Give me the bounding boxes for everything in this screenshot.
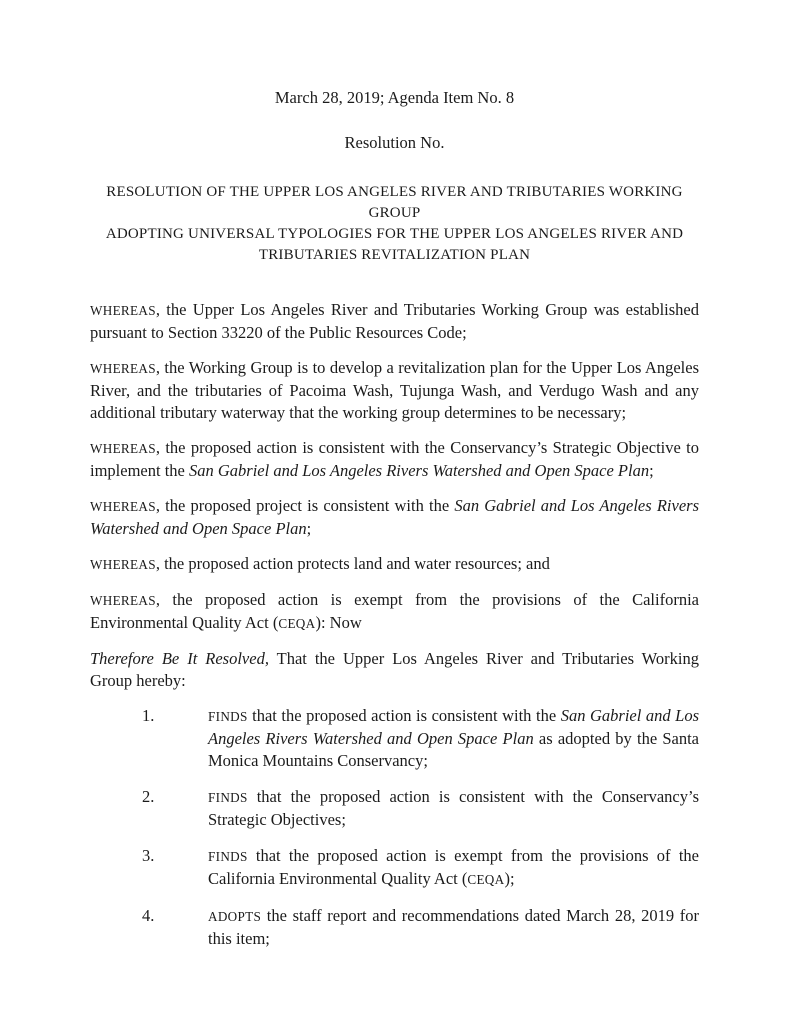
paragraph-whereas-3: WHEREAS, the proposed action is consistent with the Conservancy’s Strategic Objective to implement the San Gabriel and Los Angeles Rivers Watershed and Open Space Plan; <box>90 438 699 480</box>
list-item-3-text: FINDS that the proposed action is exempt from the provisions of the California Environmental Quality Act (CEQA); <box>208 846 699 888</box>
paragraph-therefore-resolved: Therefore Be It Resolved, That the Upper Los Angeles River and Tributaries Working Group hereby: <box>90 649 700 690</box>
list-item-4-number: 4. <box>142 906 155 925</box>
document-title-line-2: ADOPTING UNIVERSAL TYPOLOGIES FOR THE UPPER LOS ANGELES RIVER AND <box>105 226 684 242</box>
list-item-3 <box>90 845 699 891</box>
resolution-number-line: Resolution No. <box>344 133 445 152</box>
paragraph-whereas-4: WHEREAS, the proposed project is consistent with the San Gabriel and Los Angeles Rivers Watershed and Open Space Plan; <box>90 496 699 538</box>
list-item-1-text: FINDS that the proposed action is consistent with the San Gabriel and Los Angeles Rivers Watershed and Open Space Plan as adopted by the Santa Monica Mountains Conservancy; <box>208 706 699 770</box>
paragraph-whereas-2: WHEREAS, the Working Group is to develop a revitalization plan for the Upper Los Angeles River, and the tributaries of Pacoima Wash, Tujunga Wash, and Verdugo Wash and any additional tributary waterway that the working group determines to be necessary; <box>90 358 699 422</box>
list-item-4-text: ADOPTS the staff report and recommendations dated March 28, 2019 for this item; <box>208 906 699 948</box>
paragraph-whereas-1: WHEREAS, the Upper Los Angeles River and Tributaries Working Group was established pursuant to Section 33220 of the Public Resources Code; <box>90 300 699 342</box>
list-item-2-number: 2. <box>142 787 155 806</box>
resolution-findings-list <box>90 705 699 950</box>
list-item-2-text: FINDS that the proposed action is consistent with the Conservancy’s Strategic Objectives; <box>208 787 699 829</box>
list-item-1 <box>90 705 699 772</box>
document-title-line-1: RESOLUTION OF THE UPPER LOS ANGELES RIVER AND TRIBUTARIES WORKING GROUP <box>106 184 683 221</box>
date-agenda-line: March 28, 2019; Agenda Item No. 8 <box>274 88 515 107</box>
list-item-4 <box>90 905 699 950</box>
document-title-line-3: TRIBUTARIES REVITALIZATION PLAN <box>258 247 531 263</box>
list-item-3-number: 3. <box>142 846 155 865</box>
paragraph-whereas-6: WHEREAS, the proposed action is exempt from the provisions of the California Environmental Quality Act (CEQA): Now <box>90 590 699 632</box>
paragraph-whereas-5: WHEREAS, the proposed action protects land and water resources; and <box>90 554 550 573</box>
list-item-2 <box>90 786 699 831</box>
list-item-1-number: 1. <box>142 706 155 725</box>
document-title <box>90 182 699 266</box>
